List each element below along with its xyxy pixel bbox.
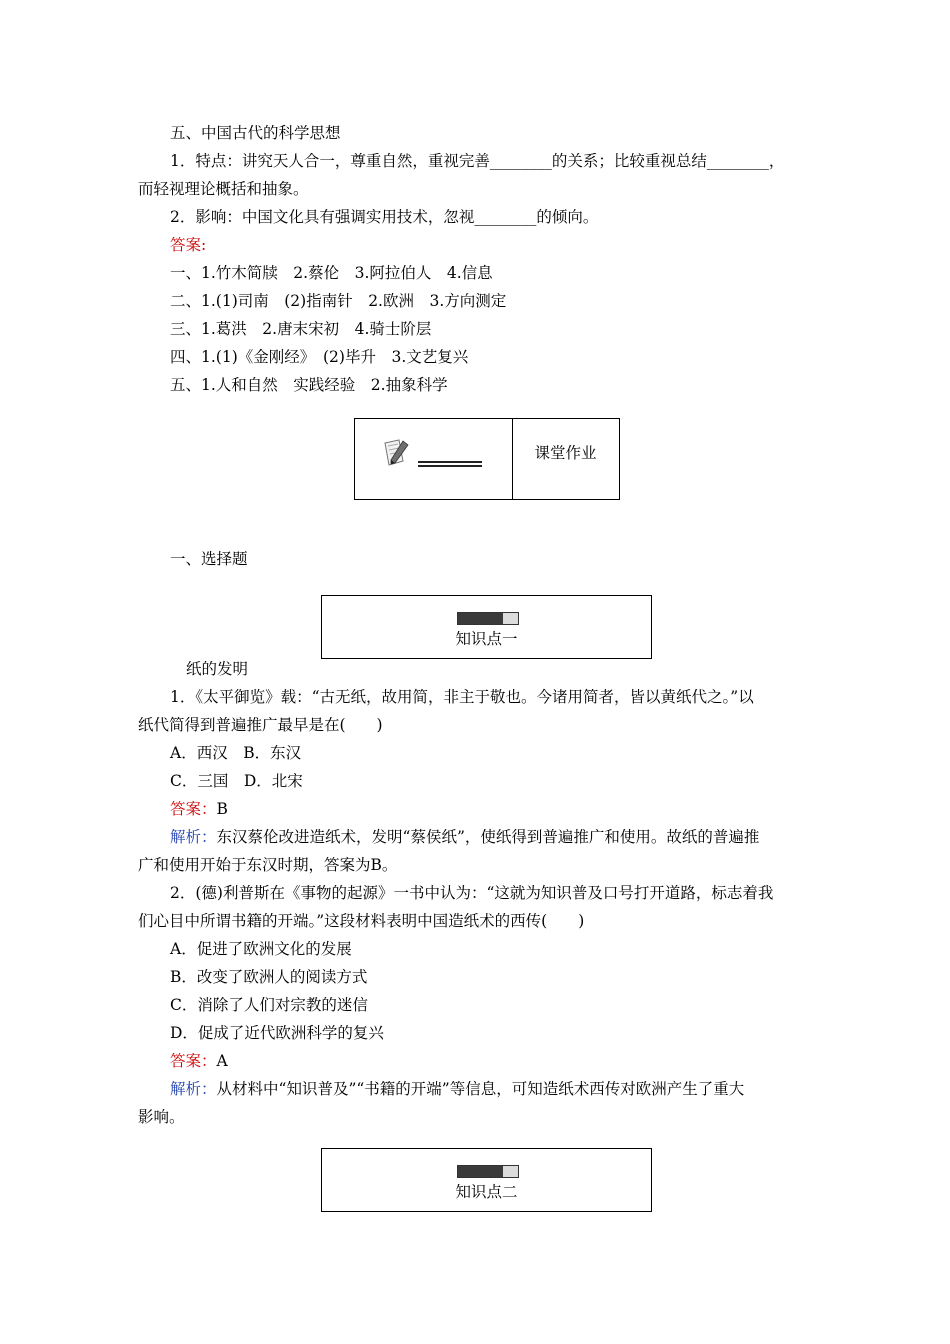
- answer-label: 答案:: [170, 236, 207, 254]
- paragraph-line: 1．特点：讲究天人合一，尊重自然，重视完善________的关系；比较重视总结________，: [170, 152, 785, 170]
- answer-value: B: [216, 800, 228, 818]
- question-text: 2．(德)利普斯在《事物的起源》一书中认为：“这就为知识普及口号打开道路，标志着我: [170, 884, 774, 902]
- topic-title: 纸的发明: [186, 660, 249, 678]
- section-title: 一、选择题: [170, 550, 248, 568]
- analysis-text: 影响。: [138, 1108, 185, 1126]
- answer-line: 二、1.(1)司南 (2)指南针 2.欧洲 3.方向测定: [170, 292, 507, 310]
- option-line: B．改变了欧洲人的阅读方式: [170, 968, 368, 986]
- analysis-text: 东汉蔡伦改进造纸术，发明“蔡侯纸”，使纸得到普遍推广和使用。故纸的普遍推: [216, 828, 760, 846]
- question-text: 1．《太平御览》载：“古无纸，故用简，非主于敬也。今诸用简者，皆以黄纸代之。”以: [170, 688, 754, 706]
- analysis-row: [170, 827, 759, 847]
- answer-label: 答案：: [170, 1052, 217, 1070]
- answer-row: [170, 1051, 228, 1071]
- classwork-banner: [354, 418, 620, 500]
- analysis-row: [170, 1079, 744, 1099]
- analysis-label: 解析：: [170, 1080, 217, 1098]
- question-text: 纸代简得到普遍推广最早是在( ): [138, 716, 383, 734]
- option-line: A．西汉 B．东汉: [170, 744, 302, 762]
- analysis-text: 广和使用开始于东汉时期，答案为B。: [138, 856, 398, 874]
- classwork-title: 课堂作业: [534, 444, 597, 462]
- analysis-label: 解析：: [170, 828, 217, 846]
- knowledge-point-box: [321, 1148, 652, 1212]
- knowledge-point-label: 知识点一: [455, 630, 518, 648]
- answer-value: A: [216, 1052, 228, 1070]
- progress-bar: [457, 1165, 519, 1178]
- paragraph-line: 2．影响：中国文化具有强调实用技术，忽视________的倾向。: [170, 208, 599, 226]
- analysis-text: 从材料中“知识普及”“书籍的开端”等信息，可知造纸术西传对欧洲产生了重大: [216, 1080, 745, 1098]
- answer-label: 答案：: [170, 800, 217, 818]
- answer-line: 一、1.竹木简牍 2.蔡伦 3.阿拉伯人 4.信息: [170, 264, 493, 282]
- option-line: C．三国 D．北宋: [170, 772, 303, 790]
- option-line: C．消除了人们对宗教的迷信: [170, 996, 368, 1014]
- knowledge-point-box: [321, 595, 652, 659]
- progress-bar: [457, 612, 519, 625]
- option-line: D．促成了近代欧洲科学的复兴: [170, 1024, 384, 1042]
- answer-line: 三、1.葛洪 2.唐末宋初 4.骑士阶层: [170, 320, 432, 338]
- section-title: 五、中国古代的科学思想: [170, 124, 341, 142]
- option-line: A．促进了欧洲文化的发展: [170, 940, 352, 958]
- question-text: 们心目中所谓书籍的开端。”这段材料表明中国造纸术的西传( ): [138, 912, 585, 930]
- answer-line: 五、1.人和自然 实践经验 2.抽象科学: [170, 376, 448, 394]
- answer-line: 四、1.(1)《金刚经》 (2)毕升 3.文艺复兴: [170, 348, 469, 366]
- paragraph-line: 而轻视理论概括和抽象。: [138, 180, 309, 198]
- knowledge-point-label: 知识点二: [455, 1183, 518, 1201]
- answer-row: [170, 799, 228, 819]
- pen-paper-icon: [381, 437, 411, 471]
